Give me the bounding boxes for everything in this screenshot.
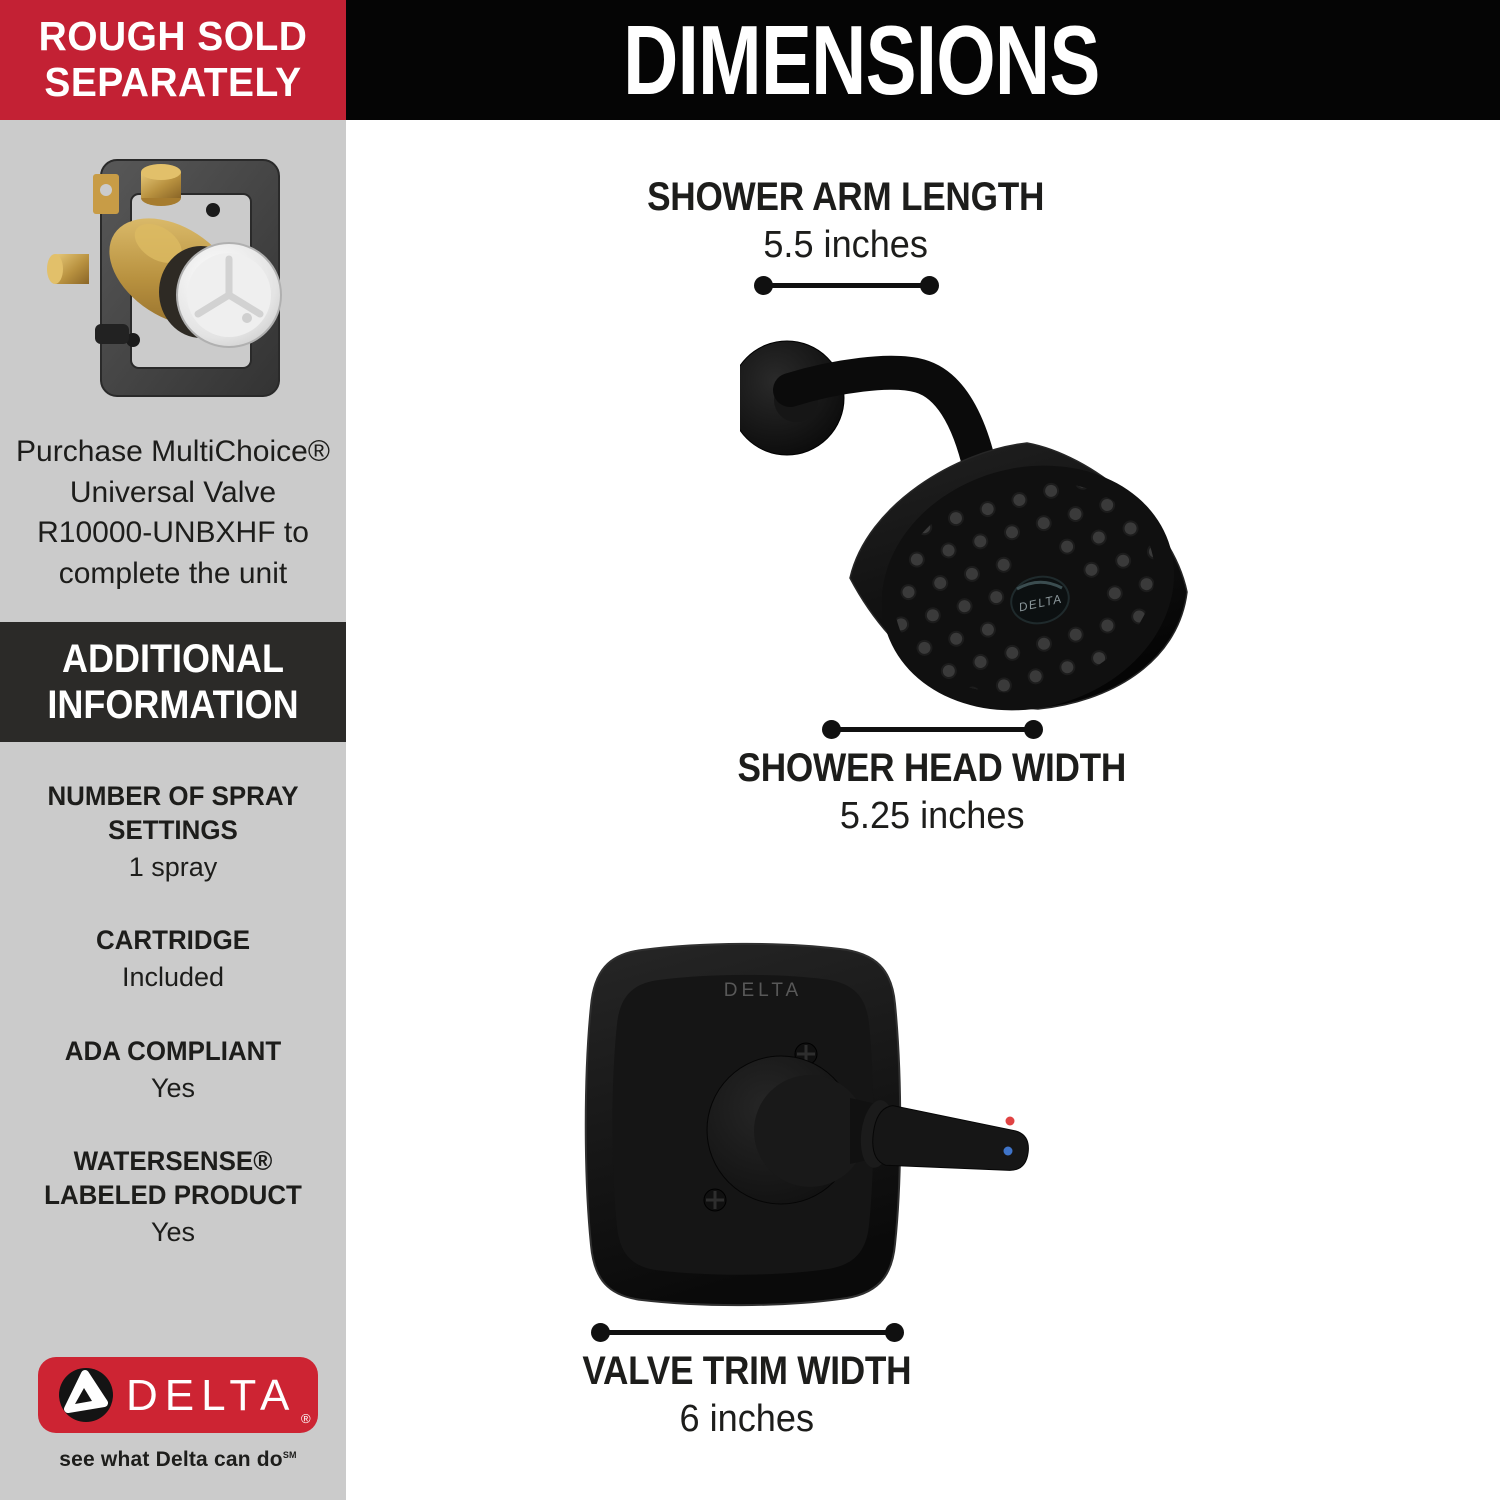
delta-tagline [38,1448,318,1472]
rough-sold-separately-label: ROUGH SOLD SEPARATELY [38,13,308,105]
rough-sold-separately-banner [0,0,346,120]
shower-arm-length-dimension [581,175,1111,288]
dimension-line-shower-arm [763,283,930,288]
spec-item [12,1035,334,1106]
service-mark: SM [282,1450,297,1460]
valve-trim-width-dimension [482,1330,1012,1441]
spec-item [12,1145,334,1249]
delta-logo [38,1357,318,1433]
additional-information-banner [0,622,346,742]
showerhead-photo [740,292,1210,744]
additional-information-label: ADDITIONAL INFORMATION [47,637,299,727]
cold-indicator-dot [1004,1147,1013,1156]
hot-indicator-dot [1006,1117,1015,1126]
valve-brand-label: DELTA [723,980,803,1001]
shower-head-width-dimension [667,727,1197,838]
dimension-label: SHOWER ARM LENGTH [647,175,1045,219]
spec-value: Included [121,962,225,992]
rough-valve-note: Purchase MultiChoice® Universal Valve R10000-UNBXHF to complete the unit [16,435,330,590]
spec-list [12,780,334,1250]
spec-label: WATERSENSE® LABELED PRODUCT [44,1146,302,1210]
showerhead-brand-label: DELTA [1017,591,1064,615]
delta-logo-wordmark: DELTA [126,1371,297,1420]
valve-trim-screw-icon [704,1189,726,1211]
spec-label: CARTRIDGE [95,925,251,956]
dimension-label: VALVE TRIM WIDTH [582,1349,912,1393]
dimension-label: SHOWER HEAD WIDTH [737,746,1127,790]
page-title: DIMENSIONS [622,4,1100,115]
valve-fitting-icon [95,324,129,344]
spec-item [12,780,334,884]
spec-value: 1 spray [128,851,218,882]
dimension-line-shower-head [831,727,1034,732]
delta-logo-block [38,1357,318,1472]
spec-item [12,924,334,995]
valve-screw-icon [206,203,220,217]
valve-trim-photo [578,938,1038,1334]
dimension-line-valve-trim [600,1330,895,1335]
delta-triangle-icon [59,1368,113,1422]
spec-value: Yes [150,1216,196,1247]
dimension-value: 6 inches [679,1398,815,1440]
valve-chrome-cap-icon [177,243,281,347]
registered-mark: ® [301,1411,311,1426]
dimensions-banner [346,0,1500,120]
rough-valve-photo [33,132,313,422]
spec-value: Yes [150,1072,196,1103]
spec-label: ADA COMPLIANT [64,1035,282,1066]
delta-tagline-text: see what Delta can do [59,1448,283,1471]
dimension-value: 5.25 inches [839,795,1025,837]
spec-label: NUMBER OF SPRAY SETTINGS [47,781,299,845]
dimension-value: 5.5 inches [763,224,929,266]
